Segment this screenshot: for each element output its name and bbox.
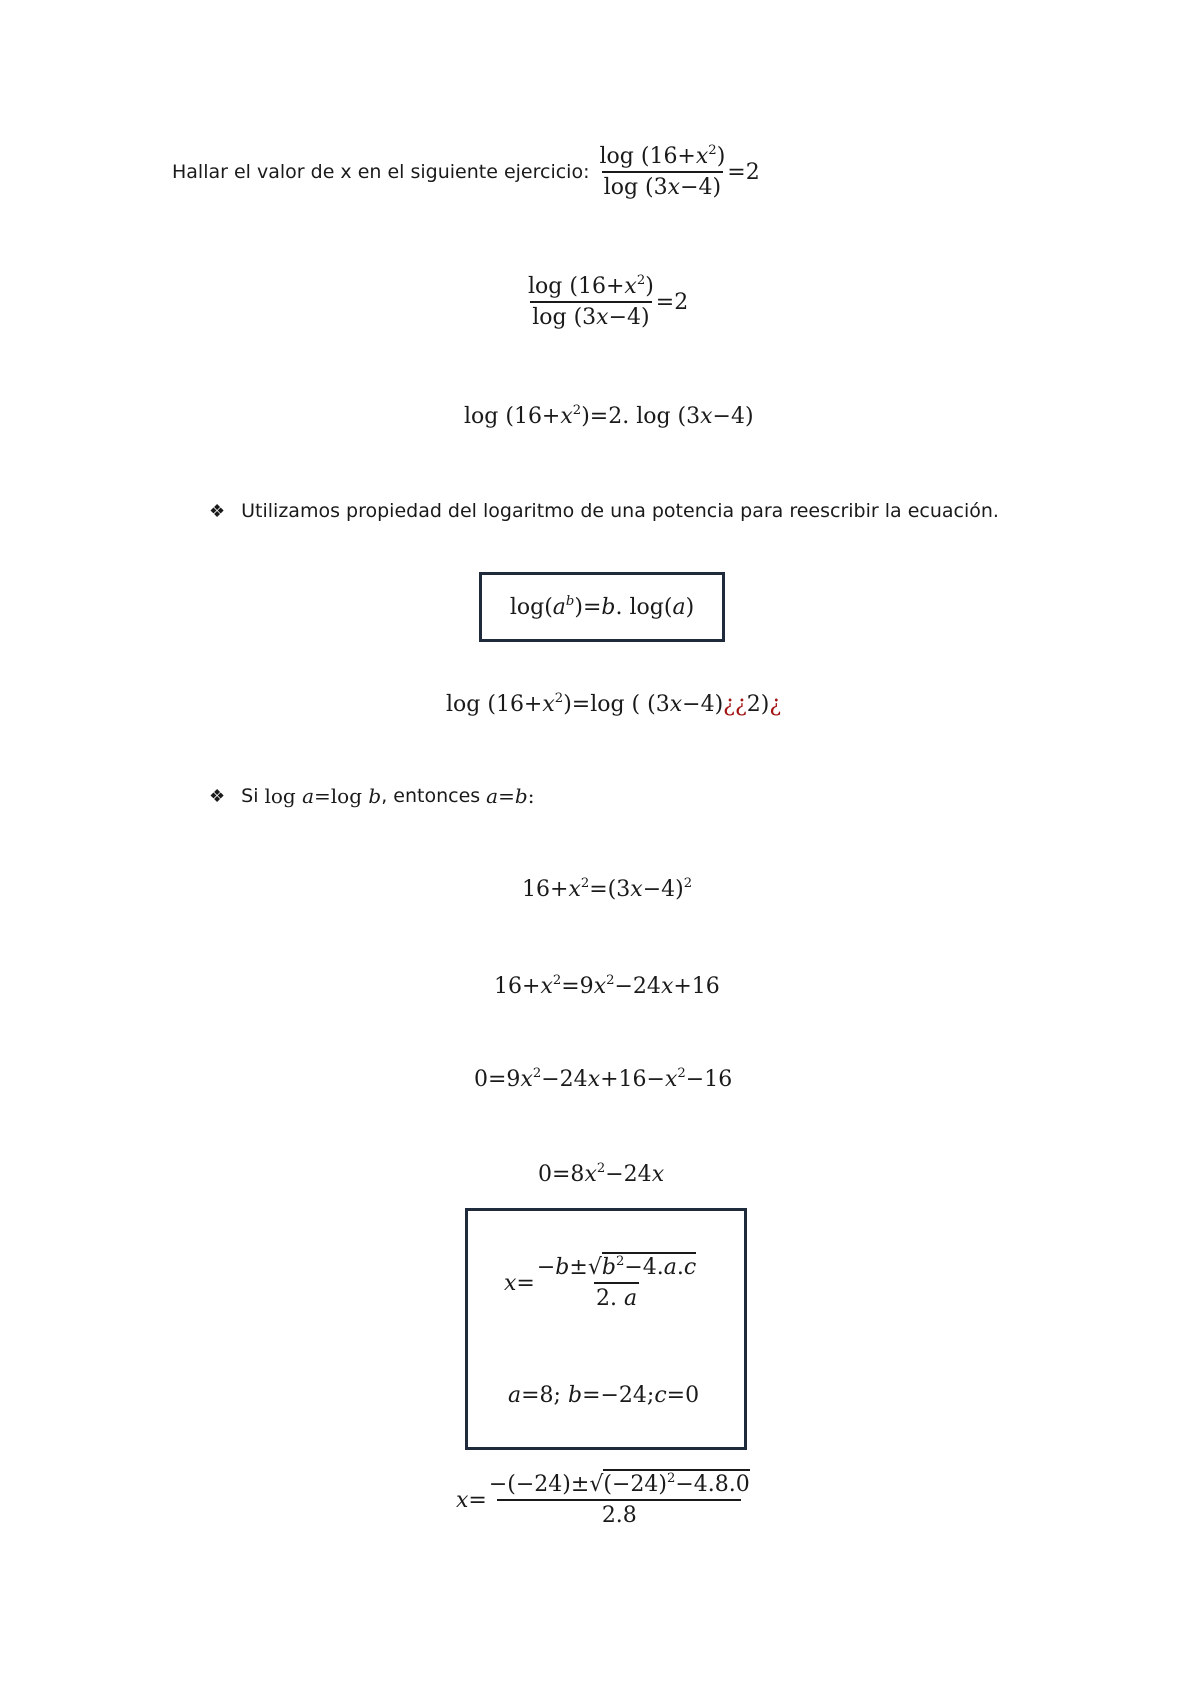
intro-label: Hallar el valor de x en el siguiente ejercicio: <box>172 161 590 183</box>
log-power-property-box <box>479 572 725 642</box>
intro-line <box>172 144 760 200</box>
bullet-si: Si <box>241 785 259 807</box>
quadratic-fraction <box>535 1255 698 1311</box>
step1-numerator: $\log (16+x^2)$ <box>528 272 654 299</box>
step1-equals: =2 <box>655 289 689 315</box>
equation-2: $16+x^2=9x^2-24x+16$ <box>494 972 720 999</box>
step1-equation <box>526 274 688 330</box>
step1-fraction <box>526 274 656 330</box>
intro-numerator: $\log (16+x^2)$ <box>599 142 726 169</box>
quadratic-denominator: 2. a <box>594 1282 639 1311</box>
quadratic-numerator: $-b\pm√b^2-4.a.c$ <box>536 1253 697 1280</box>
step3-equation: $\log (16+x^2)=\log$ ( (3x−4)¿¿2)¿ <box>446 690 782 717</box>
intro-equals: =2 <box>727 159 760 185</box>
intro-denominator: log (3x−4) <box>602 171 723 200</box>
log-power-property: $\log(a^b)=b$. log(a) <box>509 593 695 620</box>
quadratic-formula-box <box>465 1208 747 1450</box>
diamond-bullet-icon: ❖ <box>209 785 226 806</box>
bullet-power-text: Utilizamos propiedad del logaritmo de una potencia para reescribir la ecuación. <box>241 500 999 522</box>
bullet-power-property <box>209 500 999 522</box>
final-denominator: 2.8 <box>497 1499 741 1528</box>
bullet-entonces: , entonces <box>381 785 481 807</box>
diamond-bullet-icon: ❖ <box>209 500 226 521</box>
equation-3: $0=9x^2-24x+16-x^2-16$ <box>474 1065 733 1092</box>
quadratic-formula: x = $\frac{-b\pm√b^2-4.a.c}{2. a}$ <box>504 1253 697 1311</box>
bullet-conclusion: a=b: <box>486 784 535 808</box>
coefficients: a=8; b=−24;c=0 <box>508 1383 700 1408</box>
equation-4: $0=8x^2-24x$ <box>538 1160 665 1187</box>
final-fraction <box>487 1472 752 1528</box>
render-error-glyphs: ¿¿ <box>723 692 747 717</box>
final-numerator: $-(-24)\pm√(-24)^2-4.8.0$ <box>488 1470 750 1497</box>
intro-fraction <box>597 144 727 200</box>
equation-1: $16+x^2=(3x-4)^2$ <box>522 875 693 902</box>
square-root-icon: √ <box>587 1255 602 1280</box>
bullet-log-equality <box>209 784 534 808</box>
step2-equation: $\log (16+x^2)=2$. log (3x−4) <box>464 402 754 429</box>
final-substitution: x = $\frac{-(-24)\pm√(-24)^2-4.8.0}{2.8}$ <box>456 1470 750 1528</box>
square-root-icon: √ <box>589 1472 604 1497</box>
bullet-log-condition: log a=log b <box>264 784 382 808</box>
step1-denominator: log (3x−4) <box>530 301 651 330</box>
render-error-glyph: ¿ <box>769 692 782 717</box>
